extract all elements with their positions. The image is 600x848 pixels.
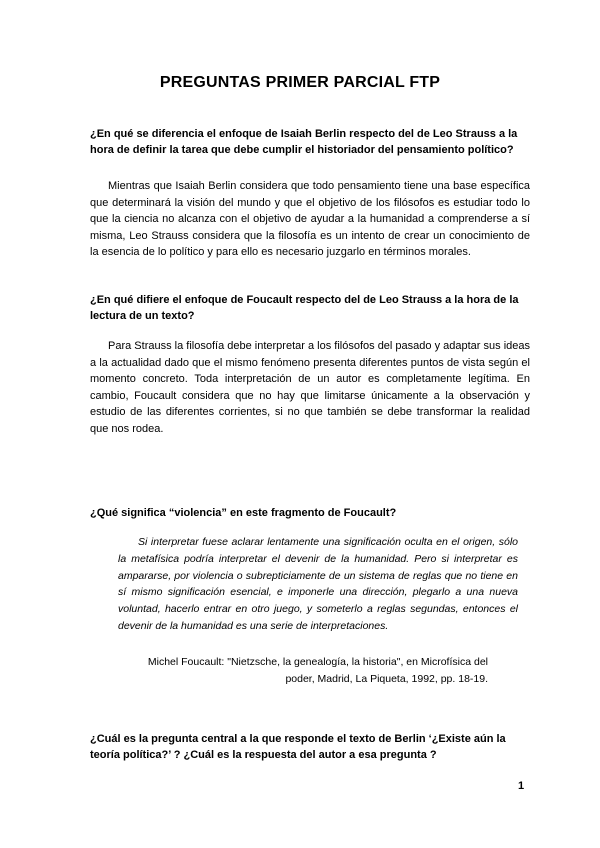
question-3: ¿Qué significa “violencia” en este fragmento de Foucault? bbox=[90, 507, 397, 519]
foucault-quote: Si interpretar fuese aclarar lentamente una significación oculta en el origen, sólo la metafísica podría interpretar el devenir de la humanidad. Pero si interpretar es ampararse, por violencia o subrepticiamente de un sistema de reglas que no tiene en sí mismo significación esencial, e imponerle una dirección, plegarlo a una nueva voluntad, hacerlo entrar en otro juego, y someterlo a reglas segundas, entonces el devenir de la humanidad es una serie de interpretaciones. bbox=[118, 536, 518, 632]
question-1: ¿En qué se diferencia el enfoque de Isaiah Berlin respecto del de Leo Strauss a la hora de definir la tarea que debe cumplir el historiador del pensamiento político? bbox=[90, 128, 518, 156]
quote-citation: Michel Foucault: "Nietzsche, la genealogía, la historia", en Microfísica del poder, Madrid, La Piqueta, 1992, pp. 18-19. bbox=[147, 656, 488, 685]
question-2: ¿En qué difiere el enfoque de Foucault respecto del de Leo Strauss a la hora de la lectura de un texto? bbox=[90, 294, 519, 322]
page-title: PREGUNTAS PRIMER PARCIAL FTP bbox=[159, 74, 441, 91]
answer-1: Mientras que Isaiah Berlin considera que todo pensamiento tiene una base específica que determinará la visión del mundo y que el objetivo de los filósofos es estudiar todo lo que la ciencia no alcanza con el objetivo de ayudar a la humanidad a comprenderse a sí misma, Leo Strauss considera que la filosofía es un intento de crear un conocimiento de la esencia de lo político y para ello es necesario juzgarlo en términos morales. bbox=[90, 180, 530, 258]
answer-2: Para Strauss la filosofía debe interpretar a los filósofos del pasado y adaptar sus ideas a la actualidad dado que el mismo fenómeno presenta diferentes puntos de vista según el momento concreto. Toda interpretación de un autor es completamente legítima. En cambio, Foucault considera que no hay que limitarse únicamente a la observación y estudio de las diferentes corrientes, si no que también se debe transformar la realidad que nos rodea. bbox=[90, 340, 530, 435]
question-4: ¿Cuál es la pregunta central a la que responde el texto de Berlin ‘¿Existe aún la teoría política?’ ? ¿Cuál es la respuesta del autor a esa pregunta ? bbox=[90, 733, 506, 761]
page-number: 1 bbox=[518, 780, 525, 792]
